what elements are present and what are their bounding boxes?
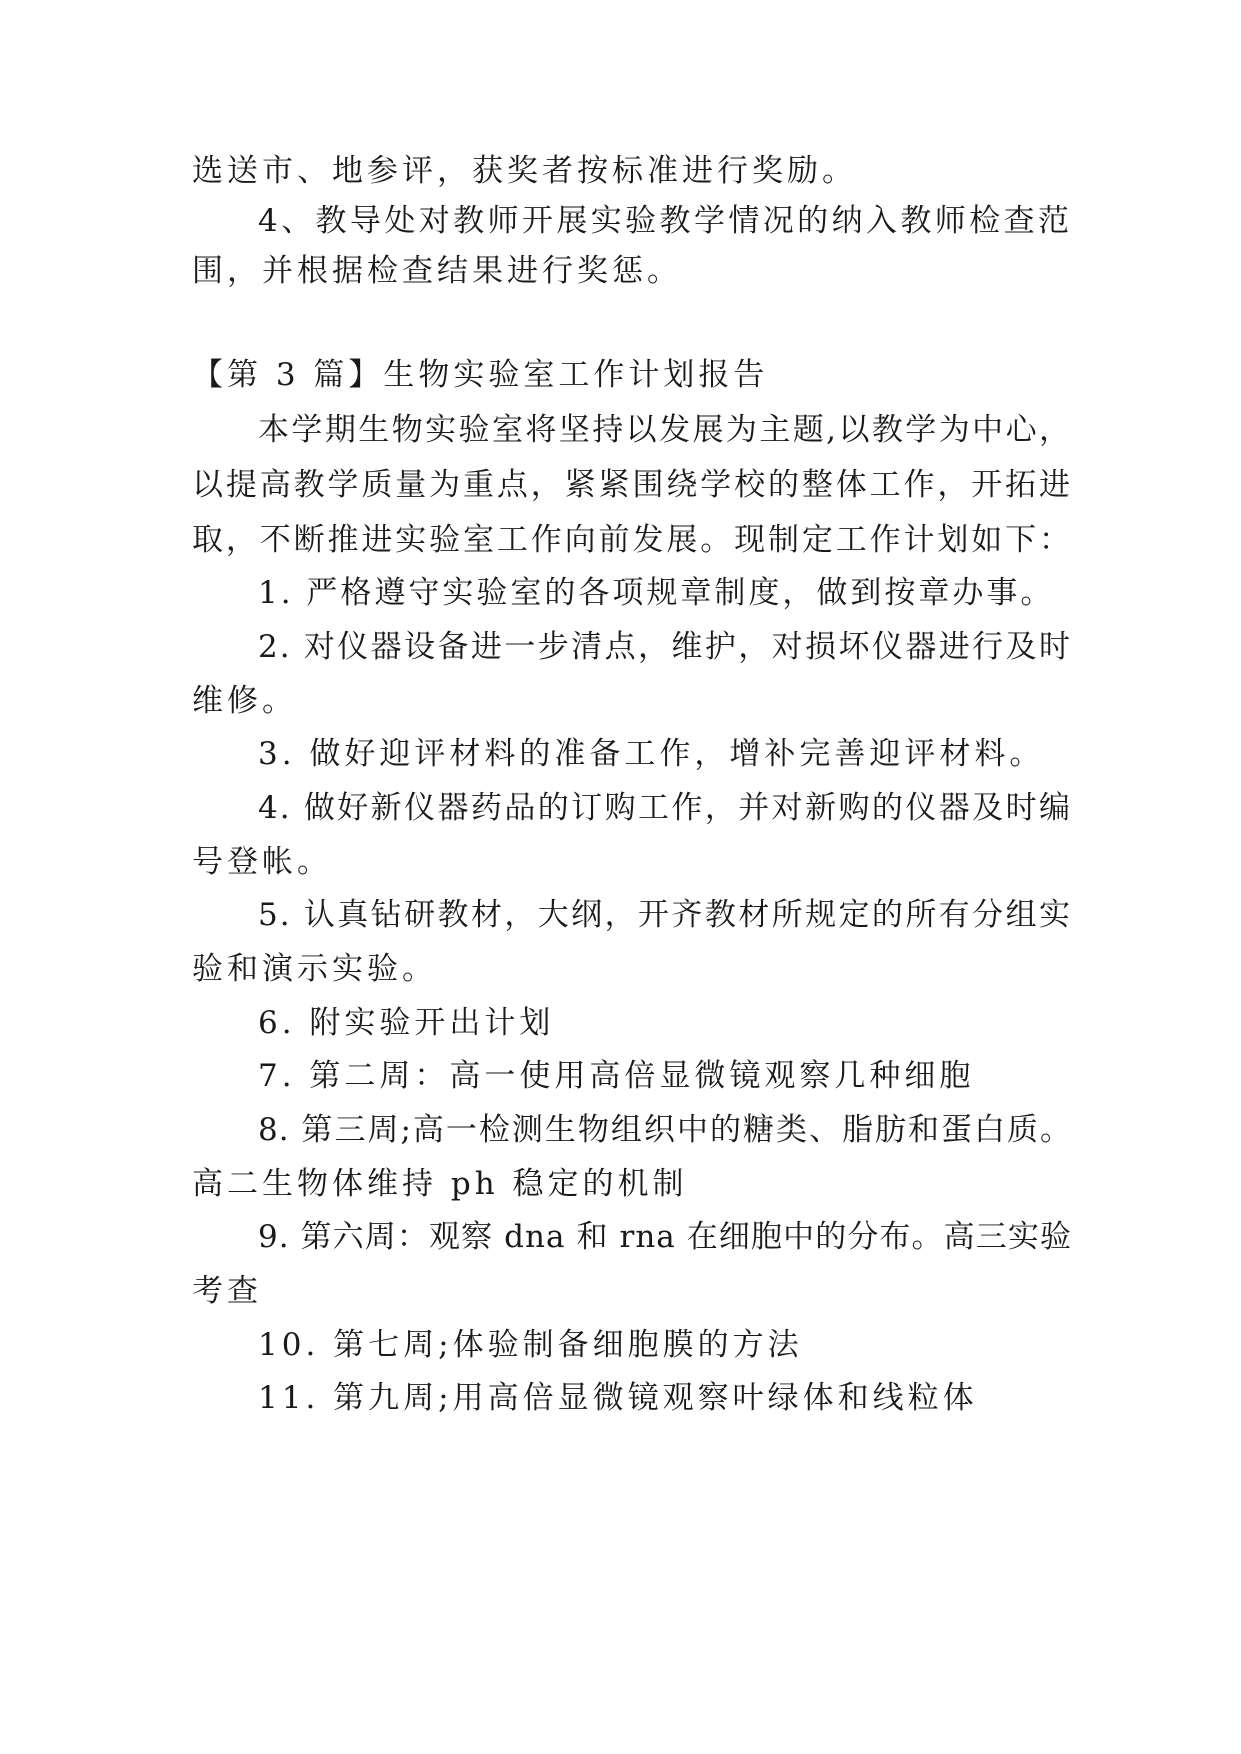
text-line: 验和演示实验。 bbox=[192, 951, 437, 987]
text-line: 围，并根据检查结果进行奖惩。 bbox=[192, 253, 682, 289]
text-line: 4、教导处对教师开展实验教学情况的纳入教师检查范 bbox=[258, 203, 1072, 239]
list-item: 11. 第九周;用高倍显微镜观察叶绿体和线粒体 bbox=[258, 1380, 978, 1416]
text-line: 选送市、地参评，获奖者按标准进行奖励。 bbox=[192, 153, 857, 189]
list-item: 3. 做好迎评材料的准备工作，增补完善迎评材料。 bbox=[258, 736, 1045, 772]
text-line: 本学期生物实验室将坚持以发展为主题,以教学为中心， bbox=[258, 412, 1072, 448]
list-item: 7. 第二周：高一使用高倍显微镜观察几种细胞 bbox=[258, 1058, 975, 1094]
text-line: 号登帐。 bbox=[192, 844, 332, 880]
text-line: 高二生物体维持 ph 稳定的机制 bbox=[192, 1166, 688, 1202]
text-line: 取，不断推进实验室工作向前发展。现制定工作计划如下： bbox=[192, 522, 1072, 558]
list-item: 1. 严格遵守实验室的各项规章制度，做到按章办事。 bbox=[258, 575, 1055, 611]
list-item: 9. 第六周：观察 dna 和 rna 在细胞中的分布。高三实验 bbox=[258, 1219, 1072, 1255]
text-line: 维修。 bbox=[192, 683, 297, 719]
text-line: 考查 bbox=[192, 1273, 262, 1309]
list-item: 4. 做好新仪器药品的订购工作，并对新购的仪器及时编 bbox=[258, 790, 1072, 826]
list-item: 8. 第三周;高一检测生物组织中的糖类、脂肪和蛋白质。 bbox=[258, 1112, 1072, 1148]
list-item: 2. 对仪器设备进一步清点，维护，对损坏仪器进行及时 bbox=[258, 629, 1072, 665]
text-line: 以提高教学质量为重点，紧紧围绕学校的整体工作，开拓进 bbox=[192, 467, 1072, 503]
list-item: 6. 附实验开出计划 bbox=[258, 1005, 555, 1041]
section-heading: 【第 3 篇】生物实验室工作计划报告 bbox=[192, 357, 769, 393]
list-item: 5. 认真钻研教材，大纲，开齐教材所规定的所有分组实 bbox=[258, 897, 1072, 933]
list-item: 10. 第七周;体验制备细胞膜的方法 bbox=[258, 1327, 803, 1363]
